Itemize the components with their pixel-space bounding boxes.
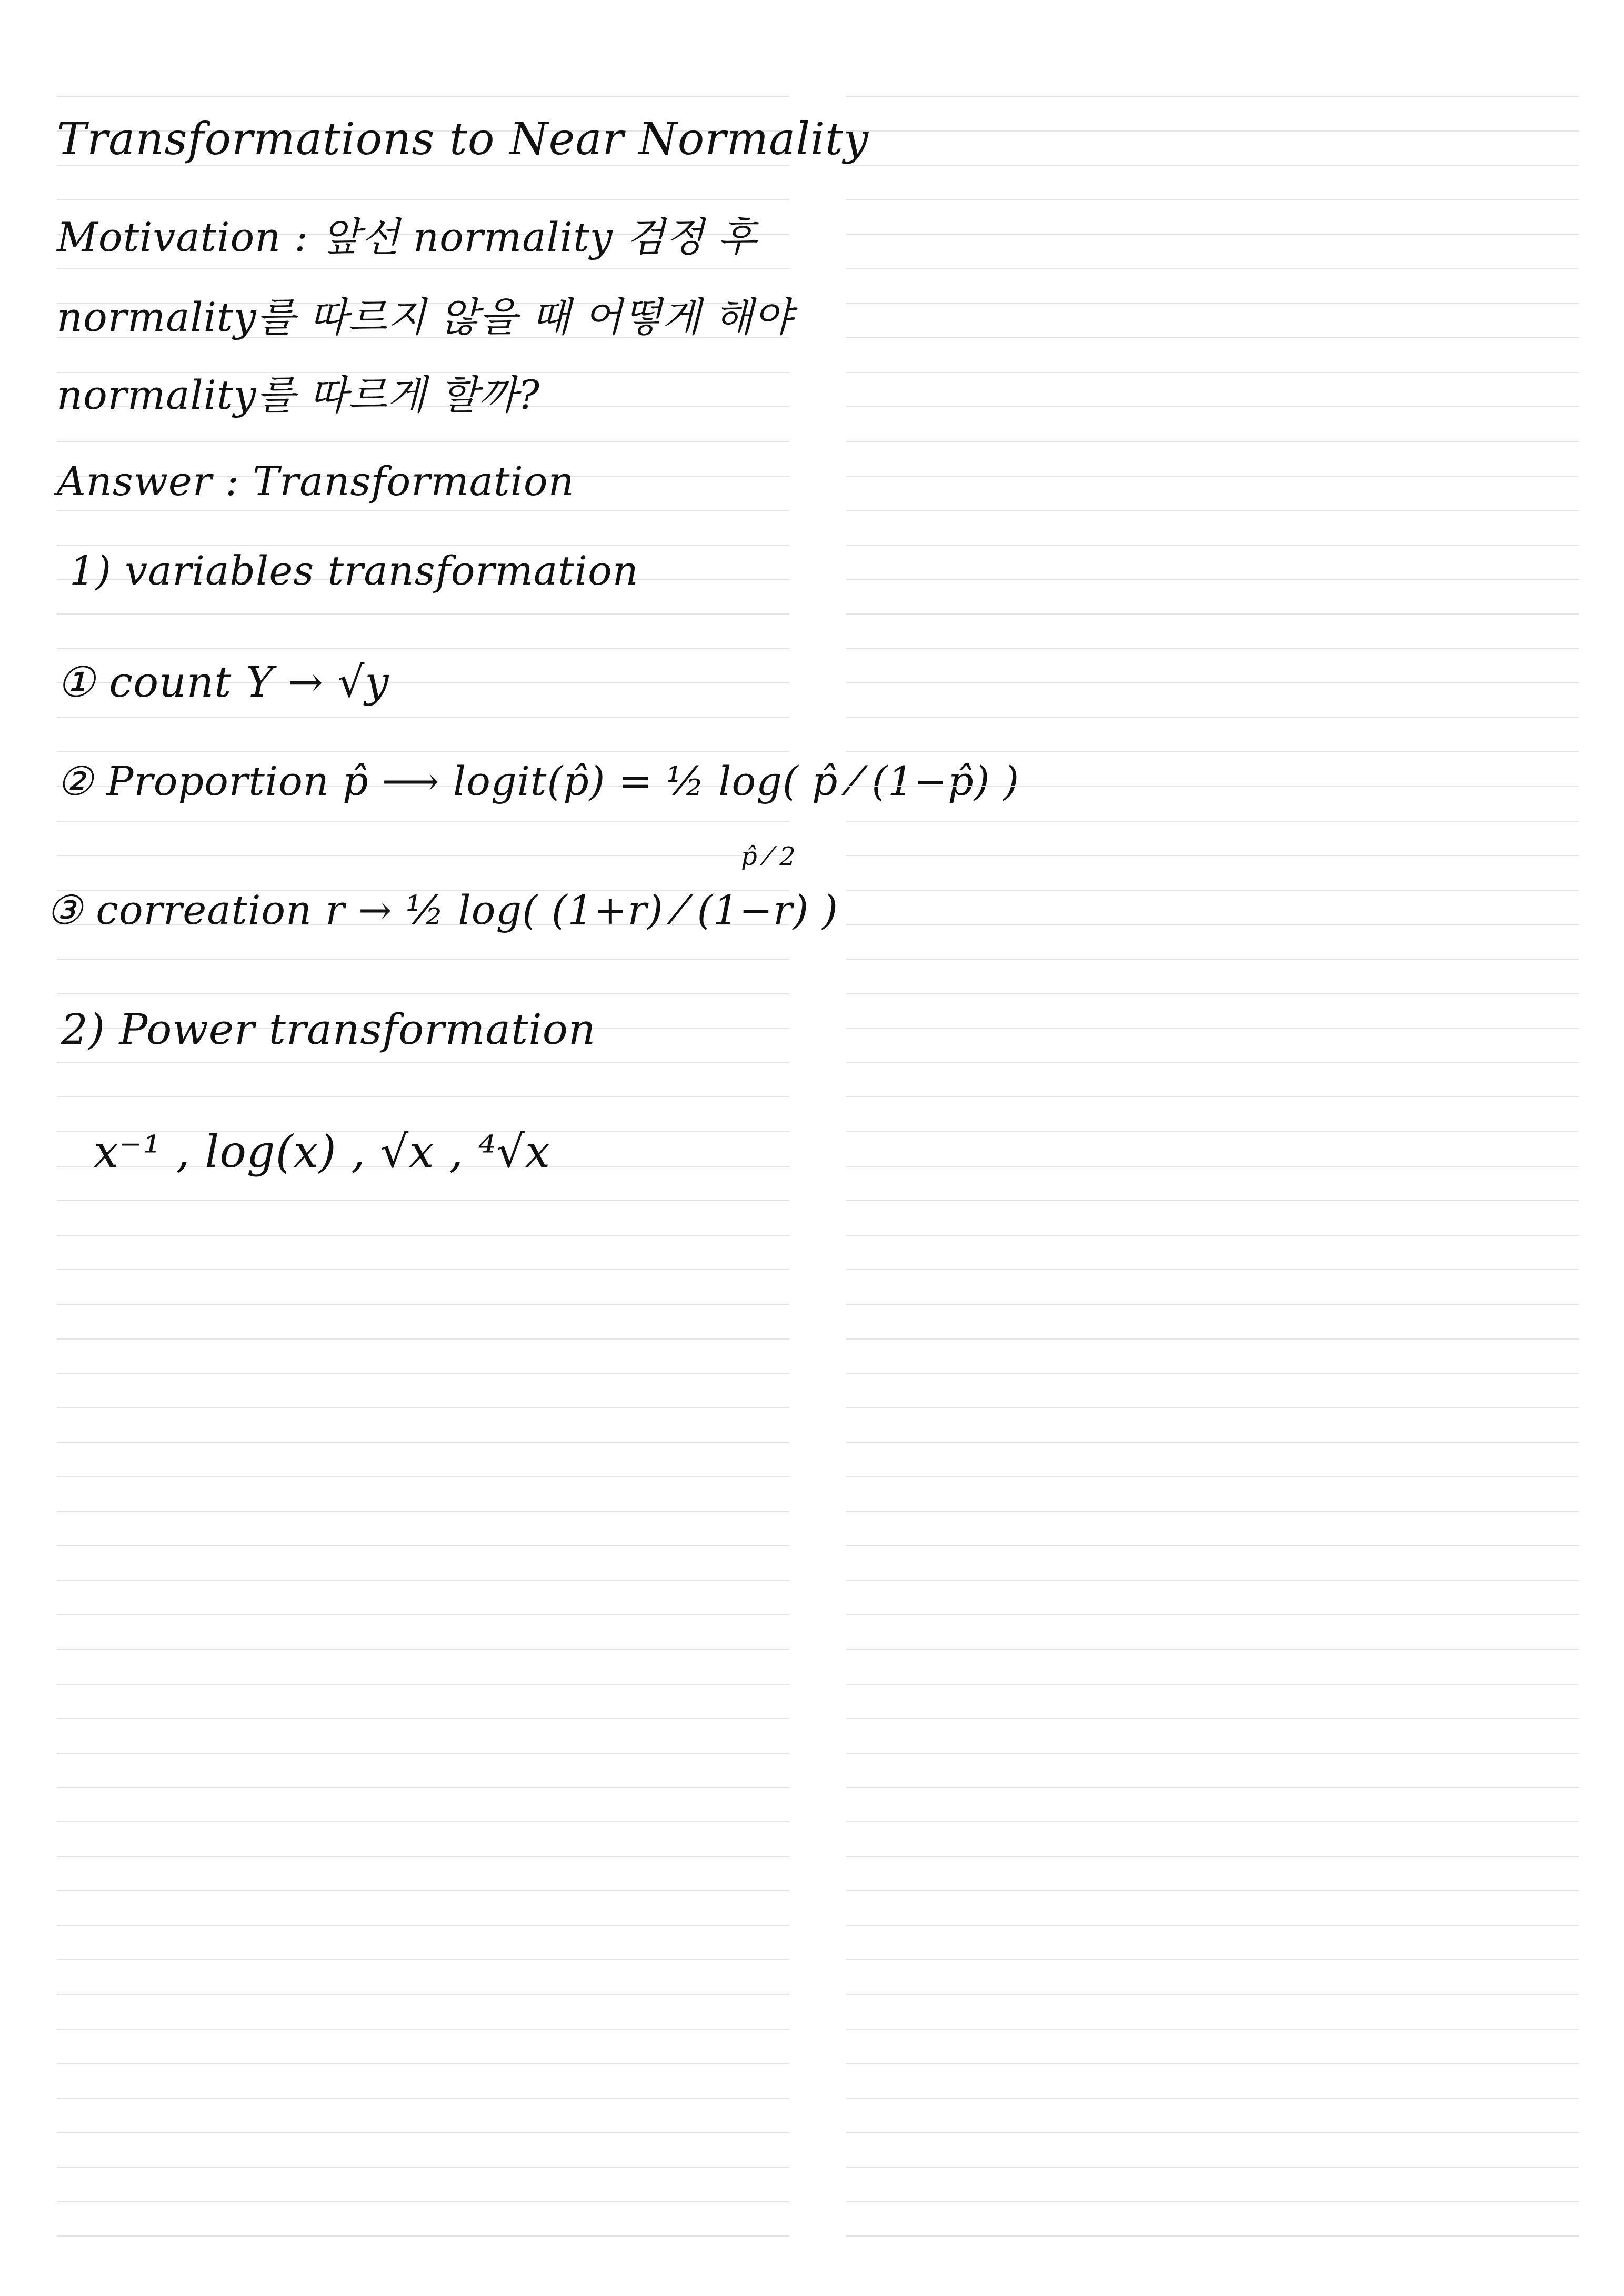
right-rule — [846, 579, 1579, 580]
right-rule — [846, 1062, 1579, 1063]
note-title: Transformations to Near Normality — [57, 113, 869, 165]
right-rule — [846, 648, 1579, 649]
right-rule — [846, 786, 1579, 787]
right-rule — [846, 96, 1579, 97]
note-line-question-1: normality를 따르지 않을 때 어떻게 해야 — [57, 294, 793, 340]
right-rule — [846, 2167, 1579, 2168]
right-rule — [846, 613, 1579, 615]
right-rule — [846, 268, 1579, 269]
right-rule — [846, 993, 1579, 994]
right-rule — [846, 1269, 1579, 1270]
note-line-count: ① count Y → √y — [57, 658, 389, 707]
right-rule — [846, 1925, 1579, 1926]
right-rule — [846, 2132, 1579, 2133]
note-line-proportion: ② Proportion p̂ ⟶ logit(p̂) = ½ log( p̂ ⁄ (1−p̂) ) — [57, 758, 1020, 804]
right-rule — [846, 1856, 1579, 1857]
note-line-answer: Answer : Transformation — [57, 458, 575, 505]
right-rule — [846, 1131, 1579, 1132]
right-rule — [846, 1407, 1579, 1408]
right-rule — [846, 1476, 1579, 1477]
right-rule — [846, 441, 1579, 442]
right-rule — [846, 1304, 1579, 1305]
right-rule — [846, 1373, 1579, 1374]
right-rule — [846, 337, 1579, 338]
right-rule — [846, 2235, 1579, 2237]
right-rule — [846, 1200, 1579, 1201]
right-rule — [846, 234, 1579, 235]
right-rule — [846, 924, 1579, 925]
right-rule — [846, 1235, 1579, 1236]
note-line-variables-transformation: 1) variables transformation — [69, 547, 639, 594]
right-rule — [846, 1718, 1579, 1719]
right-rule — [846, 1166, 1579, 1167]
right-rule — [846, 199, 1579, 200]
right-rule — [846, 406, 1579, 407]
right-rule — [846, 1614, 1579, 1615]
right-rule — [846, 1994, 1579, 1995]
right-rule — [846, 717, 1579, 718]
right-rule — [846, 303, 1579, 304]
right-rule — [846, 1096, 1579, 1097]
right-rule — [846, 1753, 1579, 1754]
right-rule — [846, 1545, 1579, 1546]
right-rule — [846, 1959, 1579, 1960]
right-rule — [846, 1890, 1579, 1891]
note-line-correlation: ③ correation r → ½ log( (1+r) ⁄ (1−r) ) — [46, 887, 839, 933]
right-rule — [846, 1787, 1579, 1788]
right-rule — [846, 2029, 1579, 2030]
right-rule — [846, 1821, 1579, 1822]
note-line-motivation: Motivation : 앞선 normality 검정 후 — [57, 214, 757, 260]
right-rule — [846, 751, 1579, 752]
right-rule — [846, 2063, 1579, 2064]
note-line-power-transformation: 2) Power transformation — [61, 1005, 596, 1054]
right-rule — [846, 1028, 1579, 1029]
right-rule — [846, 1442, 1579, 1443]
handwritten-note — [46, 0, 1020, 2296]
right-rule — [846, 682, 1579, 683]
right-rule — [846, 2098, 1579, 2099]
note-line-question-2: normality를 따르게 할까? — [57, 371, 540, 418]
right-rule — [846, 372, 1579, 373]
right-rule — [846, 1684, 1579, 1685]
right-rule — [846, 476, 1579, 477]
right-rule — [846, 510, 1579, 511]
right-rule — [846, 890, 1579, 891]
right-rule — [846, 1649, 1579, 1650]
right-rule — [846, 855, 1579, 856]
right-rule — [846, 130, 1579, 132]
right-rule — [846, 1338, 1579, 1340]
right-rule — [846, 165, 1579, 166]
right-rule — [846, 545, 1579, 546]
right-rule — [846, 1580, 1579, 1581]
margin-note: p̂ ⁄ 2 — [741, 842, 796, 871]
right-rule — [846, 1511, 1579, 1512]
right-rule — [846, 2201, 1579, 2202]
right-column — [846, 0, 1579, 2296]
left-column — [46, 0, 1020, 2296]
right-rule — [846, 821, 1579, 822]
right-rule — [846, 959, 1579, 960]
note-line-power-examples: x⁻¹ , log(x) , √x , ⁴√x — [94, 1126, 551, 1177]
